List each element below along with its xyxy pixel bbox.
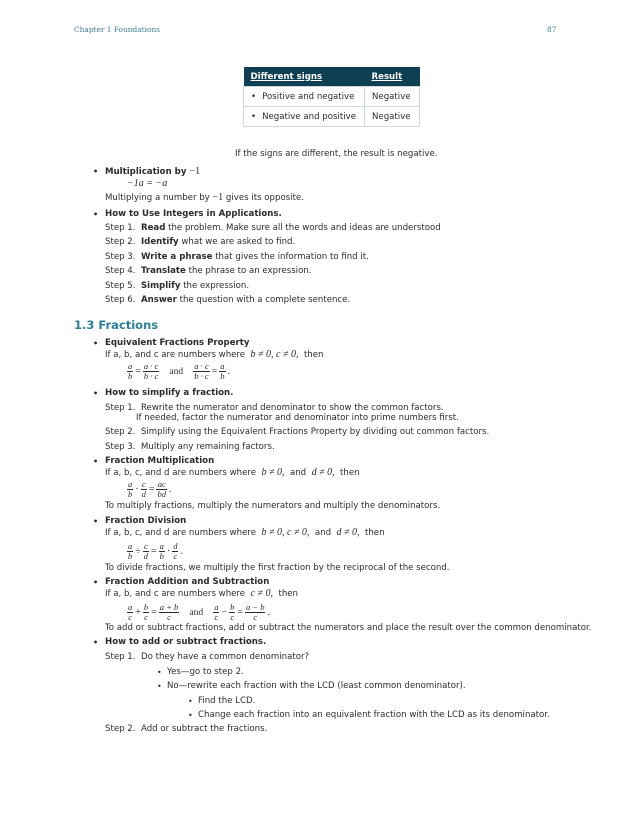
list-item: Step 3. Write a phrase that gives the information to find it. bbox=[105, 252, 369, 262]
page-number: 87 bbox=[547, 25, 557, 34]
table-header-cell: Result bbox=[365, 67, 420, 87]
list-item: • Yes—go to step 2. bbox=[167, 667, 244, 678]
table-header-row bbox=[244, 67, 420, 87]
table-row bbox=[244, 87, 420, 107]
efp-condition: If a, b, and c are numbers where b ≠ 0, c ≠ 0, then bbox=[105, 349, 324, 360]
fmult-condition: If a, b, c, and d are numbers where b ≠ 0, and d ≠ 0, then bbox=[105, 467, 360, 478]
list-item: Step 1. Read the problem. Make sure all the words and ideas are understood bbox=[105, 223, 441, 233]
fadd-formula: $\frac{a}{c}$ + $\frac{b}{c}$ = $\frac{a + b}{c}$ and $\frac{a}{c}$ − $\frac{b}{c}$ = $\frac{a - b}{c}$ . bbox=[128, 602, 270, 622]
fmult-title: • Fraction Multiplication bbox=[105, 456, 214, 467]
list-item: Step 1. Do they have a common denominator? bbox=[105, 652, 310, 662]
chapter-header: Chapter 1 Foundations bbox=[74, 25, 160, 34]
list-item: Step 4. Translate the phrase to an expression. bbox=[105, 266, 312, 276]
list-item-continuation: If needed, factor the numerator and denominator into prime numbers first. bbox=[136, 413, 459, 423]
fdiv-desc: To divide fractions, we multiply the first fraction by the reciprocal of the second. bbox=[105, 563, 450, 573]
table-cell: Negative bbox=[365, 107, 420, 127]
table-row bbox=[244, 107, 420, 127]
fadd-title: • Fraction Addition and Subtraction bbox=[105, 577, 269, 588]
table-header-cell: Different signs bbox=[244, 67, 365, 87]
efp-title: • Equivalent Fractions Property bbox=[105, 338, 249, 349]
table-cell: • Negative and positive bbox=[244, 107, 365, 127]
fdiv-formula: $\frac{a}{b}$ ÷ $\frac{c}{d}$ = $\frac{a}{b}$ · $\frac{d}{c}$ . bbox=[128, 541, 183, 561]
list-item: Step 1. Rewrite the numerator and denominator to show the common factors. bbox=[105, 403, 444, 413]
fdiv-condition: If a, b, c, and d are numbers where b ≠ 0, c ≠ 0, and d ≠ 0, then bbox=[105, 527, 385, 538]
fmult-formula: $\frac{a}{b}$ · $\frac{c}{d}$ = $\frac{ac}{bd}$ . bbox=[128, 479, 172, 499]
table-cell: • Positive and negative bbox=[244, 87, 365, 107]
list-item: Step 5. Simplify the expression. bbox=[105, 281, 250, 291]
table-cell: Negative bbox=[365, 87, 420, 107]
list-item: • Find the LCD. bbox=[198, 696, 255, 707]
fmult-desc: To multiply fractions, multiply the numerators and multiply the denominators. bbox=[105, 501, 441, 511]
list-item: Step 6. Answer the question with a complete sentence. bbox=[105, 295, 351, 305]
signs-caption: If the signs are different, the result is negative. bbox=[235, 149, 438, 159]
integers-apps-title: • How to Use Integers in Applications. bbox=[105, 209, 282, 220]
mult-neg1-equation: −1a = −a bbox=[127, 178, 168, 189]
list-item: • No—rewrite each fraction with the LCD (least common denominator). bbox=[167, 681, 466, 692]
section-title: 1.3 Fractions bbox=[74, 318, 159, 332]
list-item: Step 2. Add or subtract the fractions. bbox=[105, 724, 268, 734]
simplify-title: • How to simplify a fraction. bbox=[105, 388, 233, 399]
mult-neg1-title: • Multiplication by −1 bbox=[105, 166, 200, 178]
signs-table bbox=[243, 67, 420, 127]
fadd-condition: If a, b, and c are numbers where c ≠ 0, then bbox=[105, 588, 299, 599]
efp-formula: $\frac{a}{b}$ = $\frac{a \cdot c}{b \cdot c}$ and $\frac{a \cdot c}{b \cdot c}$ = $\frac{a}{b}$ . bbox=[128, 361, 230, 381]
fdiv-title: • Fraction Division bbox=[105, 516, 186, 527]
fadd-desc: To add or subtract fractions, add or subtract the numerators and place the result over the common denominator. bbox=[105, 623, 592, 633]
addsub-title: • How to add or subtract fractions. bbox=[105, 637, 266, 648]
list-item: • Change each fraction into an equivalent fraction with the LCD as its denominator. bbox=[198, 710, 550, 721]
list-item: Step 3. Multiply any remaining factors. bbox=[105, 442, 275, 452]
list-item: Step 2. Simplify using the Equivalent Fractions Property by dividing out common factors. bbox=[105, 427, 490, 437]
mult-neg1-desc: Multiplying a number by −1 gives its opposite. bbox=[105, 192, 304, 203]
list-item: Step 2. Identify what we are asked to find. bbox=[105, 237, 296, 247]
